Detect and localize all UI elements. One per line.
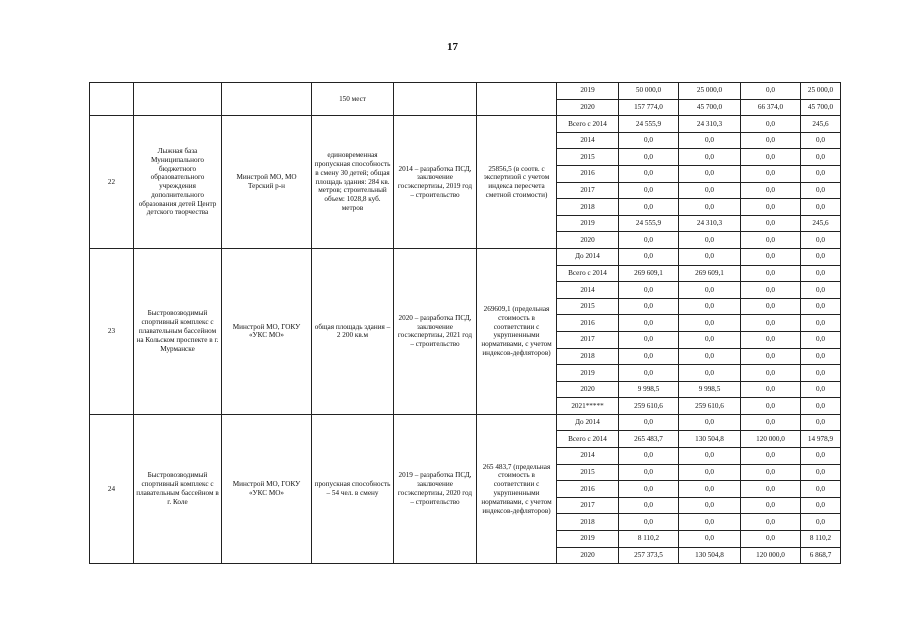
amount-cell: 0,0	[801, 182, 841, 199]
amount-cell: 259 610,6	[619, 398, 679, 415]
amount-cell: 0,0	[619, 182, 679, 199]
amount-cell: 0,0	[801, 149, 841, 166]
term-cell: 2014 – разработка ПСД, заключение госэкспертизы, 2019 год – строительство	[394, 116, 477, 249]
cost-cell: 25856,5 (в соотв. с экспертизой с учетом индекса пересчета сметной стоимости)	[477, 116, 557, 249]
year-cell: До 2014	[557, 414, 619, 431]
amount-cell: 25 000,0	[679, 83, 741, 100]
term-cell: 2020 – разработка ПСД, заключение госэкспертизы, 2021 год – строительство	[394, 248, 477, 414]
amount-cell: 0,0	[741, 132, 801, 149]
year-cell: 2017	[557, 331, 619, 348]
amount-cell: 0,0	[679, 165, 741, 182]
amount-cell: 0,0	[679, 132, 741, 149]
object-number-cell: 24	[90, 414, 134, 563]
year-cell: 2019	[557, 365, 619, 382]
table-row	[90, 116, 841, 133]
amount-cell: 8 110,2	[619, 531, 679, 548]
year-cell: 2020	[557, 99, 619, 116]
year-cell: 2015	[557, 298, 619, 315]
object-number-cell: 22	[90, 116, 134, 249]
amount-cell: 0,0	[741, 248, 801, 265]
capacity-cell: единовременная пропускная способность в смену 30 детей; общая площадь здания: 284 кв. метров; строительный объем: 1028,8 куб. метров	[312, 116, 394, 249]
amount-cell: 0,0	[619, 165, 679, 182]
amount-cell: 0,0	[801, 315, 841, 332]
amount-cell: 8 110,2	[801, 531, 841, 548]
amount-cell: 0,0	[741, 282, 801, 299]
table-row	[90, 414, 841, 431]
year-cell: 2020	[557, 232, 619, 249]
amount-cell: 24 310,3	[679, 215, 741, 232]
investment-objects-table	[89, 82, 841, 564]
year-cell: 2014	[557, 282, 619, 299]
amount-cell: 0,0	[741, 464, 801, 481]
amount-cell: 0,0	[619, 199, 679, 216]
amount-cell: 0,0	[679, 481, 741, 498]
year-cell: 2020	[557, 381, 619, 398]
amount-cell: 0,0	[619, 348, 679, 365]
amount-cell: 0,0	[619, 232, 679, 249]
amount-cell: 0,0	[801, 248, 841, 265]
amount-cell: 259 610,6	[679, 398, 741, 415]
cost-cell: 269609,1 (предельная стоимость в соответствии с укрупненными нормативами, с учетом индексов-дефляторов)	[477, 248, 557, 414]
amount-cell: 0,0	[679, 149, 741, 166]
amount-cell: 0,0	[741, 331, 801, 348]
amount-cell: 0,0	[679, 199, 741, 216]
year-cell: 2019	[557, 215, 619, 232]
term-cell: 2019 – разработка ПСД, заключение госэкспертизы, 2020 год – строительство	[394, 414, 477, 563]
amount-cell: 0,0	[801, 464, 841, 481]
amount-cell: 0,0	[679, 282, 741, 299]
amount-cell: 0,0	[801, 365, 841, 382]
amount-cell: 0,0	[801, 448, 841, 465]
amount-cell: 45 700,0	[679, 99, 741, 116]
amount-cell: 0,0	[741, 497, 801, 514]
amount-cell: 265 483,7	[619, 431, 679, 448]
amount-cell: 24 555,9	[619, 215, 679, 232]
year-cell: 2016	[557, 481, 619, 498]
executor-cell	[222, 83, 312, 116]
amount-cell: 0,0	[801, 265, 841, 282]
amount-cell: 0,0	[619, 365, 679, 382]
amount-cell: 0,0	[801, 514, 841, 531]
page-number: 17	[447, 41, 458, 53]
amount-cell: 0,0	[741, 315, 801, 332]
amount-cell: 0,0	[801, 348, 841, 365]
object-name-cell: Быстровозводимый спортивный комплекс с плавательным бассейном в г. Коле	[134, 414, 222, 563]
amount-cell: 0,0	[741, 414, 801, 431]
amount-cell: 0,0	[801, 381, 841, 398]
table-row	[90, 83, 841, 100]
table-row	[90, 248, 841, 265]
amount-cell: 0,0	[619, 132, 679, 149]
year-cell: 2021*****	[557, 398, 619, 415]
amount-cell: 0,0	[741, 448, 801, 465]
amount-cell: 0,0	[741, 149, 801, 166]
amount-cell: 0,0	[801, 282, 841, 299]
amount-cell: 0,0	[679, 248, 741, 265]
amount-cell: 24 310,3	[679, 116, 741, 133]
year-cell: 2015	[557, 464, 619, 481]
amount-cell: 0,0	[619, 497, 679, 514]
amount-cell: 0,0	[801, 165, 841, 182]
amount-cell: 0,0	[679, 331, 741, 348]
amount-cell: 0,0	[801, 481, 841, 498]
amount-cell: 0,0	[619, 464, 679, 481]
amount-cell: 0,0	[679, 414, 741, 431]
amount-cell: 0,0	[619, 414, 679, 431]
amount-cell: 50 000,0	[619, 83, 679, 100]
executor-cell: Минстрой МО, ГОКУ «УКС МО»	[222, 248, 312, 414]
amount-cell: 0,0	[801, 414, 841, 431]
amount-cell: 0,0	[741, 348, 801, 365]
year-cell: 2018	[557, 348, 619, 365]
amount-cell: 130 504,8	[679, 431, 741, 448]
amount-cell: 120 000,0	[741, 431, 801, 448]
amount-cell: 0,0	[619, 448, 679, 465]
amount-cell: 0,0	[741, 116, 801, 133]
amount-cell: 0,0	[619, 282, 679, 299]
capacity-cell: 150 мест	[312, 83, 394, 116]
year-cell: 2018	[557, 514, 619, 531]
amount-cell: 0,0	[741, 365, 801, 382]
amount-cell: 120 000,0	[741, 547, 801, 564]
year-cell: Всего с 2014	[557, 265, 619, 282]
year-cell: Всего с 2014	[557, 116, 619, 133]
amount-cell: 6 868,7	[801, 547, 841, 564]
amount-cell: 0,0	[741, 531, 801, 548]
amount-cell: 0,0	[741, 381, 801, 398]
year-cell: 2017	[557, 182, 619, 199]
amount-cell: 0,0	[679, 531, 741, 548]
amount-cell: 0,0	[741, 182, 801, 199]
amount-cell: 0,0	[741, 165, 801, 182]
amount-cell: 66 374,0	[741, 99, 801, 116]
executor-cell: Минстрой МО, ГОКУ «УКС МО»	[222, 414, 312, 563]
term-cell	[394, 83, 477, 116]
year-cell: 2019	[557, 83, 619, 100]
year-cell: 2016	[557, 165, 619, 182]
amount-cell: 269 609,1	[619, 265, 679, 282]
capacity-cell: общая площадь здания – 2 200 кв.м	[312, 248, 394, 414]
amount-cell: 0,0	[741, 232, 801, 249]
year-cell: 2017	[557, 497, 619, 514]
year-cell: До 2014	[557, 248, 619, 265]
amount-cell: 0,0	[679, 232, 741, 249]
amount-cell: 157 774,0	[619, 99, 679, 116]
amount-cell: 0,0	[679, 464, 741, 481]
amount-cell: 0,0	[619, 149, 679, 166]
amount-cell: 9 998,5	[679, 381, 741, 398]
amount-cell: 0,0	[619, 514, 679, 531]
amount-cell: 0,0	[679, 514, 741, 531]
amount-cell: 0,0	[741, 298, 801, 315]
amount-cell: 0,0	[741, 215, 801, 232]
amount-cell: 0,0	[741, 83, 801, 100]
amount-cell: 0,0	[801, 298, 841, 315]
amount-cell: 245,6	[801, 215, 841, 232]
amount-cell: 0,0	[679, 348, 741, 365]
amount-cell: 0,0	[741, 514, 801, 531]
amount-cell: 0,0	[679, 365, 741, 382]
year-cell: Всего с 2014	[557, 431, 619, 448]
object-number-cell: 23	[90, 248, 134, 414]
amount-cell: 0,0	[619, 248, 679, 265]
year-cell: 2018	[557, 199, 619, 216]
object-name-cell	[134, 83, 222, 116]
amount-cell: 0,0	[801, 232, 841, 249]
amount-cell: 45 700,0	[801, 99, 841, 116]
amount-cell: 0,0	[619, 481, 679, 498]
amount-cell: 14 978,9	[801, 431, 841, 448]
executor-cell: Минстрой МО, МО Терский р-н	[222, 116, 312, 249]
amount-cell: 0,0	[619, 298, 679, 315]
amount-cell: 25 000,0	[801, 83, 841, 100]
cost-cell: 265 483,7 (предельная стоимость в соответствии с укрупненными нормативами, с учетом индексов-дефляторов)	[477, 414, 557, 563]
year-cell: 2014	[557, 448, 619, 465]
amount-cell: 0,0	[741, 265, 801, 282]
amount-cell: 257 373,5	[619, 547, 679, 564]
amount-cell: 0,0	[741, 199, 801, 216]
amount-cell: 0,0	[801, 132, 841, 149]
object-number-cell	[90, 83, 134, 116]
capacity-cell: пропускная способность – 54 чел. в смену	[312, 414, 394, 563]
amount-cell: 0,0	[801, 199, 841, 216]
amount-cell: 245,6	[801, 116, 841, 133]
amount-cell: 0,0	[801, 331, 841, 348]
amount-cell: 24 555,9	[619, 116, 679, 133]
amount-cell: 0,0	[619, 315, 679, 332]
amount-cell: 0,0	[679, 298, 741, 315]
table-body	[90, 83, 841, 564]
amount-cell: 0,0	[801, 497, 841, 514]
year-cell: 2015	[557, 149, 619, 166]
object-name-cell: Лыжная база Муниципального бюджетного образовательного учреждения дополнительного образования детей Центр детского творчества	[134, 116, 222, 249]
amount-cell: 0,0	[679, 448, 741, 465]
amount-cell: 9 998,5	[619, 381, 679, 398]
cost-cell	[477, 83, 557, 116]
amount-cell: 269 609,1	[679, 265, 741, 282]
year-cell: 2019	[557, 531, 619, 548]
amount-cell: 0,0	[679, 315, 741, 332]
year-cell: 2016	[557, 315, 619, 332]
amount-cell: 0,0	[741, 481, 801, 498]
amount-cell: 0,0	[801, 398, 841, 415]
amount-cell: 0,0	[619, 331, 679, 348]
object-name-cell: Быстровозводимый спортивный комплекс с плавательным бассейном на Кольском проспекте в г. Мурманске	[134, 248, 222, 414]
amount-cell: 0,0	[679, 182, 741, 199]
amount-cell: 0,0	[741, 398, 801, 415]
amount-cell: 0,0	[679, 497, 741, 514]
year-cell: 2014	[557, 132, 619, 149]
year-cell: 2020	[557, 547, 619, 564]
amount-cell: 130 504,8	[679, 547, 741, 564]
